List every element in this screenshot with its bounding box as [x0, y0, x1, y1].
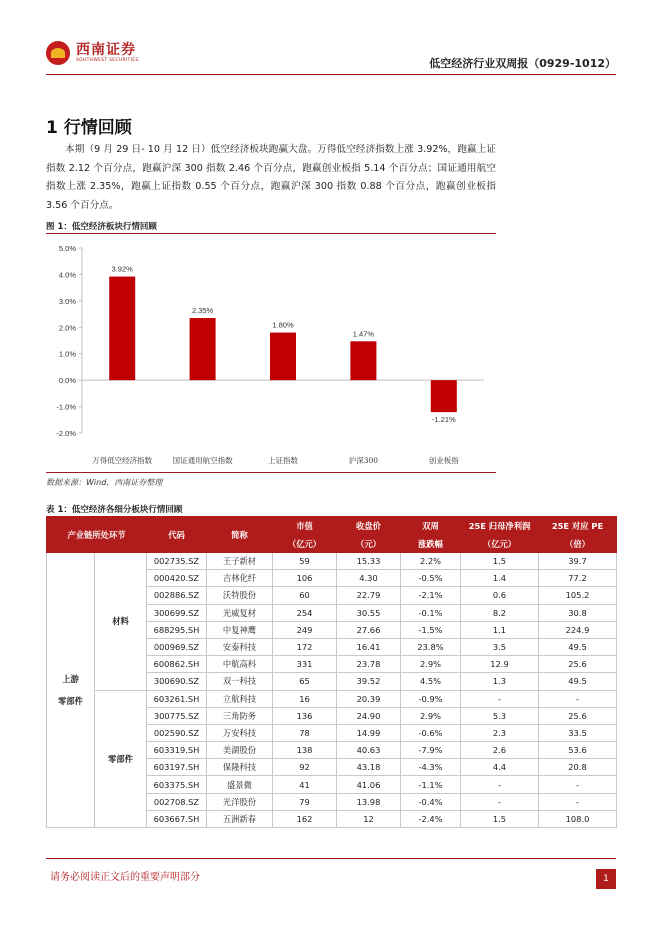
header-mktcap-unit: （亿元）	[273, 535, 337, 553]
cell-name: 保隆科技	[207, 759, 273, 776]
figure-source: 数据来源：Wind，西南证券整理	[46, 478, 163, 487]
stage-cell	[47, 553, 95, 828]
cell-name: 安泰科技	[207, 638, 273, 655]
cell-name: 万安科技	[207, 724, 273, 741]
cell-code: 300699.SZ	[147, 604, 207, 621]
figure-frame	[46, 233, 496, 473]
group-cell: 零部件	[95, 690, 147, 828]
x-tick-label: 国证通用航空指数	[172, 456, 233, 465]
cell-close: 16.41	[337, 638, 401, 655]
cell-chg: -0.6%	[401, 724, 461, 741]
x-tick-label: 上证指数	[268, 456, 298, 465]
cell-close: 4.30	[337, 570, 401, 587]
header-stage: 产业链所处环节	[47, 517, 147, 553]
group-cell: 材料	[95, 553, 147, 691]
footer-disclaimer: 请务必阅读正文后的重要声明部分	[50, 872, 200, 883]
cell-name: 中航高科	[207, 656, 273, 673]
cell-np: 0.6	[461, 587, 539, 604]
cell-close: 27.66	[337, 621, 401, 638]
cell-pe: 49.5	[539, 673, 617, 690]
cell-code: 603319.SH	[147, 742, 207, 759]
cell-mktcap: 331	[273, 656, 337, 673]
cell-np: 8.2	[461, 604, 539, 621]
logo-mark-icon	[46, 41, 70, 65]
cell-chg: -1.5%	[401, 621, 461, 638]
cell-chg: -0.9%	[401, 690, 461, 707]
x-tick-label: 创业板指	[428, 456, 459, 465]
cell-mktcap: 78	[273, 724, 337, 741]
cell-name: 盛景微	[207, 776, 273, 793]
cell-mktcap: 249	[273, 621, 337, 638]
cell-np: 1.5	[461, 810, 539, 827]
cell-np: 1.5	[461, 553, 539, 570]
header-np: 25E 归母净利润	[461, 517, 539, 535]
summary-paragraph	[46, 141, 496, 215]
table-title: 表 1：低空经济各细分板块行情回顾	[46, 505, 183, 515]
cell-code: 002735.SZ	[147, 553, 207, 570]
table-body	[47, 553, 617, 828]
cell-name: 吉林化纤	[207, 570, 273, 587]
table-row	[47, 690, 617, 707]
cell-code: 002886.SZ	[147, 587, 207, 604]
cell-name: 美湖股份	[207, 742, 273, 759]
cell-mktcap: 138	[273, 742, 337, 759]
cell-code: 000420.SZ	[147, 570, 207, 587]
data-label: 3.92%	[111, 264, 133, 274]
cell-np: -	[461, 776, 539, 793]
cell-pe: 25.6	[539, 707, 617, 724]
bar	[190, 318, 216, 380]
cell-mktcap: 106	[273, 570, 337, 587]
cell-np: 4.4	[461, 759, 539, 776]
stage-label: 上游	[62, 674, 79, 684]
header-name: 简称	[207, 517, 273, 553]
sector-table	[46, 516, 617, 828]
cell-np: 1.1	[461, 621, 539, 638]
cell-mktcap: 162	[273, 810, 337, 827]
cell-chg: 23.8%	[401, 638, 461, 655]
report-title: 低空经济行业双周报（0929-1012）	[429, 57, 616, 70]
cell-pe: 77.2	[539, 570, 617, 587]
cell-chg: -0.5%	[401, 570, 461, 587]
cell-code: 300690.SZ	[147, 673, 207, 690]
cell-code: 688295.SH	[147, 621, 207, 638]
cell-code: 002708.SZ	[147, 793, 207, 810]
cell-chg: -7.9%	[401, 742, 461, 759]
logo-en-text: SOUTHWEST SECURITIES	[76, 58, 139, 63]
cell-pe: 224.9	[539, 621, 617, 638]
cell-chg: 2.9%	[401, 707, 461, 724]
y-tick-label: 0.0%	[58, 376, 76, 386]
header-np-unit: （亿元）	[461, 535, 539, 553]
header-close: 收盘价	[337, 517, 401, 535]
cell-np: 2.3	[461, 724, 539, 741]
cell-pe: 53.6	[539, 742, 617, 759]
header-code: 代码	[147, 517, 207, 553]
y-tick-label: 3.0%	[58, 296, 76, 306]
data-label: 1.47%	[352, 329, 375, 339]
cell-code: 603375.SH	[147, 776, 207, 793]
cell-pe: 108.0	[539, 810, 617, 827]
header-pe: 25E 对应 PE	[539, 517, 617, 535]
cell-close: 13.98	[337, 793, 401, 810]
cell-np: 5.3	[461, 707, 539, 724]
cell-code: 603197.SH	[147, 759, 207, 776]
cell-pe: 20.8	[539, 759, 617, 776]
cell-chg: -0.4%	[401, 793, 461, 810]
bar	[431, 380, 457, 412]
header-pe-unit: （倍）	[539, 535, 617, 553]
cell-pe: 105.2	[539, 587, 617, 604]
cell-mktcap: 79	[273, 793, 337, 810]
y-tick-label: -1.0%	[56, 402, 76, 412]
cell-np: -	[461, 690, 539, 707]
cell-code: 603667.SH	[147, 810, 207, 827]
cell-np: 2.6	[461, 742, 539, 759]
header-mktcap: 市值	[273, 517, 337, 535]
cell-np: 1.4	[461, 570, 539, 587]
bar-chart	[46, 234, 496, 470]
company-logo	[46, 36, 139, 70]
y-tick-label: 5.0%	[58, 244, 76, 253]
cell-np: 1.3	[461, 673, 539, 690]
cell-chg: 2.9%	[401, 656, 461, 673]
cell-pe: 25.6	[539, 656, 617, 673]
cell-chg: -4.3%	[401, 759, 461, 776]
x-tick-label: 万得低空经济指数	[92, 456, 153, 465]
cell-mktcap: 136	[273, 707, 337, 724]
cell-code: 002590.SZ	[147, 724, 207, 741]
cell-chg: -0.1%	[401, 604, 461, 621]
header-chg: 双周	[401, 517, 461, 535]
stage-sublabel: 零部件	[58, 696, 83, 706]
cell-name: 王子新材	[207, 553, 273, 570]
cell-code: 300775.SZ	[147, 707, 207, 724]
cell-pe: 30.8	[539, 604, 617, 621]
cell-np: 3.5	[461, 638, 539, 655]
cell-name: 光威复材	[207, 604, 273, 621]
cell-name: 中复神鹰	[207, 621, 273, 638]
cell-code: 600862.SH	[147, 656, 207, 673]
data-label: 2.35%	[191, 306, 214, 316]
cell-pe: -	[539, 793, 617, 810]
cell-name: 三角防务	[207, 707, 273, 724]
data-label: -1.21%	[431, 415, 456, 425]
cell-pe: -	[539, 776, 617, 793]
cell-close: 14.99	[337, 724, 401, 741]
cell-close: 39.52	[337, 673, 401, 690]
cell-np: -	[461, 793, 539, 810]
cell-chg: -1.1%	[401, 776, 461, 793]
cell-pe: 33.5	[539, 724, 617, 741]
cell-mktcap: 172	[273, 638, 337, 655]
x-tick-label: 沪深300	[348, 456, 379, 465]
table-header-row-1	[47, 517, 617, 535]
y-tick-label: 1.0%	[58, 349, 76, 359]
cell-code: 000969.SZ	[147, 638, 207, 655]
y-tick-label: -2.0%	[56, 429, 76, 438]
cell-mktcap: 65	[273, 673, 337, 690]
cell-chg: -2.4%	[401, 810, 461, 827]
logo-cn-text: 西南证券	[76, 42, 136, 58]
footer-divider	[46, 858, 616, 859]
table-row	[47, 553, 617, 570]
cell-close: 15.33	[337, 553, 401, 570]
cell-name: 五洲新春	[207, 810, 273, 827]
bar	[109, 277, 135, 381]
bar	[270, 333, 296, 381]
cell-mktcap: 41	[273, 776, 337, 793]
cell-pe: 49.5	[539, 638, 617, 655]
cell-np: 12.9	[461, 656, 539, 673]
cell-close: 20.39	[337, 690, 401, 707]
cell-chg: 2.2%	[401, 553, 461, 570]
cell-close: 40.63	[337, 742, 401, 759]
cell-close: 41.06	[337, 776, 401, 793]
figure-title: 图 1：低空经济板块行情回顾	[46, 222, 157, 232]
cell-pe: 39.7	[539, 553, 617, 570]
cell-chg: -2.1%	[401, 587, 461, 604]
cell-close: 22.79	[337, 587, 401, 604]
summary-text: 本期（9 月 29 日- 10 月 12 日）低空经济板块跑赢大盘。万得低空经济指数上涨 3.92%，跑赢上证指数 2.12 个百分点，跑赢沪深 300 指数 2.46 个百分点，跑赢创业板指 5.14 个百分点；国证通用航空指数上涨 2.35%，跑赢上证指数 0.55 个百分点，跑赢沪深 300 指数 0.88 个百分点，跑赢创业板指 3.56 个百分点。	[46, 144, 496, 211]
cell-name: 沃特股份	[207, 587, 273, 604]
header-close-unit: （元）	[337, 535, 401, 553]
cell-mktcap: 16	[273, 690, 337, 707]
cell-name: 双一科技	[207, 673, 273, 690]
cell-mktcap: 60	[273, 587, 337, 604]
cell-mktcap: 254	[273, 604, 337, 621]
cell-mktcap: 59	[273, 553, 337, 570]
section-title: 1 行情回顾	[46, 118, 132, 138]
cell-name: 立航科技	[207, 690, 273, 707]
cell-pe: -	[539, 690, 617, 707]
cell-close: 30.55	[337, 604, 401, 621]
cell-code: 603261.SH	[147, 690, 207, 707]
bar	[350, 341, 376, 380]
cell-close: 43.18	[337, 759, 401, 776]
y-tick-label: 4.0%	[58, 270, 76, 280]
cell-close: 24.90	[337, 707, 401, 724]
page-number: 1	[596, 869, 616, 889]
cell-name: 光洋股份	[207, 793, 273, 810]
data-label: 1.80%	[272, 320, 294, 330]
cell-chg: 4.5%	[401, 673, 461, 690]
y-tick-label: 2.0%	[58, 323, 76, 333]
header-chg-unit: 涨跌幅	[401, 535, 461, 553]
cell-close: 12	[337, 810, 401, 827]
page-header	[46, 36, 616, 75]
cell-mktcap: 92	[273, 759, 337, 776]
cell-close: 23.78	[337, 656, 401, 673]
